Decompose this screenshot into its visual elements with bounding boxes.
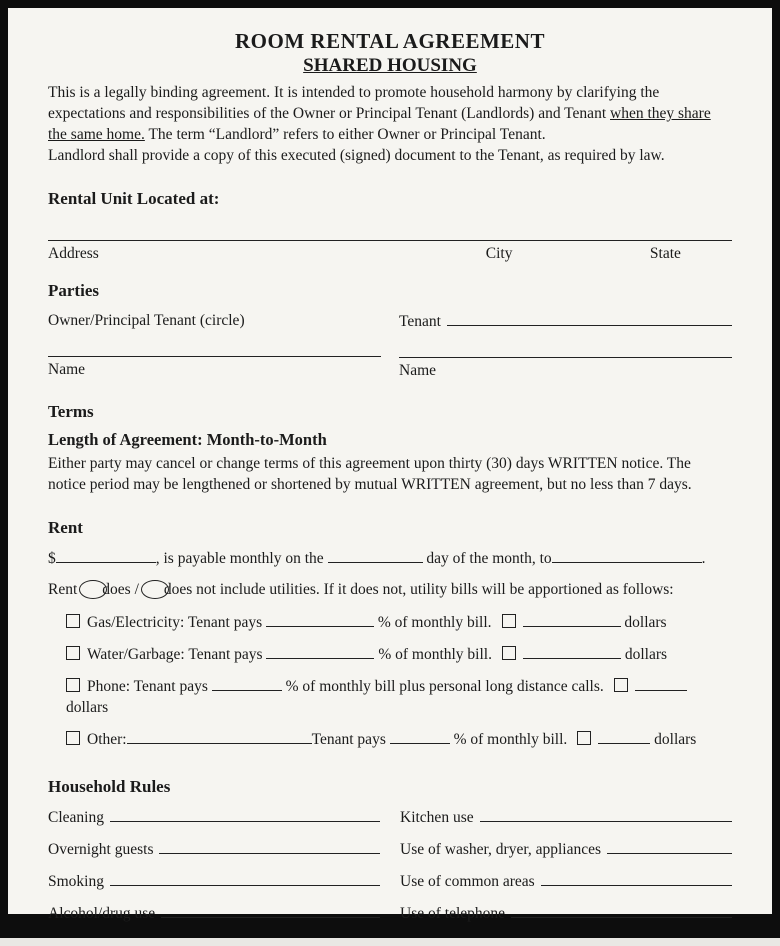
rent-payable-line [48, 548, 732, 570]
parties-section [48, 280, 732, 381]
terms-heading: Terms [48, 402, 94, 421]
rule-row-overnight-guests [48, 838, 380, 860]
rent-amount-fill-line [56, 548, 156, 563]
utility-label: Other: [87, 731, 127, 748]
checkbox-icon [66, 678, 80, 692]
rule-fill-line [511, 902, 732, 918]
checkbox-icon [502, 646, 516, 660]
rent-payable-seg1: , is payable monthly on the [155, 550, 324, 567]
utilities-does-not: does not include utilities. If it does not, utility bills will be apportioned as follows: [163, 581, 674, 598]
utility-dollars-label: dollars [624, 646, 668, 663]
tenant-fill-line [447, 310, 732, 326]
utilities-slash: / [134, 581, 139, 598]
utility-label: Phone: Tenant pays [87, 678, 208, 695]
rental-unit-heading: Rental Unit Located at: [48, 189, 220, 208]
address-labels-row [48, 243, 732, 264]
rule-label: Smoking [48, 873, 104, 890]
utility-pct-text: % of monthly bill plus personal long distance calls. [285, 678, 604, 695]
dollars-fill-line [523, 644, 621, 659]
tenant-column [399, 310, 732, 381]
checkbox-icon [502, 614, 516, 628]
document-title: ROOM RENTAL AGREEMENT [235, 29, 545, 53]
intro-underlined-phrase: when they share the same home. [48, 105, 711, 143]
checkbox-icon [614, 678, 628, 692]
rule-fill-line [480, 806, 732, 822]
intro-tail: The term “Landlord” refers to either Owner or Principal Tenant. [148, 126, 546, 143]
percent-fill-line [390, 729, 450, 744]
rules-right-column [400, 806, 732, 924]
rule-fill-line [607, 838, 732, 854]
household-rules-section [48, 776, 732, 924]
tenant-label: Tenant [399, 313, 441, 330]
rent-payable-seg2: day of the month, to [426, 550, 552, 567]
parties-heading: Parties [48, 281, 99, 300]
address-label: Address [48, 245, 99, 262]
utility-row-other [48, 729, 732, 750]
rule-row-common-areas [400, 870, 732, 892]
household-rules-columns [48, 806, 732, 924]
rule-label: Use of telephone [400, 905, 506, 922]
percent-fill-line [266, 644, 374, 659]
terms-section [48, 401, 732, 495]
rule-fill-line [110, 870, 380, 886]
rule-label: Use of common areas [400, 873, 535, 890]
utility-pct-text: % of monthly bill. [377, 614, 492, 631]
owner-column [48, 310, 381, 381]
address-fill-line [48, 210, 732, 241]
terms-body: Either party may cancel or change terms of this agreement upon thirty (30) days WRITTEN notice. The notice period may be lengthened or shortened by mutual WRITTEN agreement, but no less than 7 days. [48, 455, 692, 493]
percent-fill-line [212, 676, 282, 691]
intro-paragraph [48, 82, 732, 145]
rent-payee-fill-line [552, 548, 702, 563]
rule-row-telephone [400, 902, 732, 924]
utility-dollars-label: dollars [654, 731, 697, 748]
document-subtitle: SHARED HOUSING [303, 55, 477, 76]
intro-lead: This is a legally binding agreement. It is intended to promote household harmony by clarifying the expectations and responsibilities of the Owner or Principal Tenant (Landlords) and Tenant [48, 84, 660, 122]
checkbox-icon [66, 731, 80, 745]
household-rules-heading: Household Rules [48, 777, 171, 796]
checkbox-icon [577, 731, 591, 745]
rule-label: Use of washer, dryer, appliances [400, 841, 602, 858]
owner-label-row [48, 310, 381, 331]
utility-row-water-garbage [48, 644, 732, 665]
dollars-fill-line [635, 676, 687, 691]
tenant-name-fill-line [399, 332, 732, 358]
rule-fill-line [159, 838, 380, 854]
owner-name-fill-line [48, 331, 381, 357]
rule-row-washer-dryer-appliances [400, 838, 732, 860]
utility-label: Gas/Electricity: Tenant pays [87, 614, 263, 631]
utility-row-gas-electricity [48, 612, 732, 633]
dollars-fill-line [523, 612, 621, 627]
rule-fill-line [541, 870, 732, 886]
utility-tenant-pays: Tenant pays [311, 731, 386, 748]
rules-left-column [48, 806, 380, 924]
dollar-sign: $ [48, 550, 56, 567]
rent-heading: Rent [48, 518, 83, 537]
length-of-agreement-heading: Length of Agreement: Month-to-Month [48, 430, 327, 449]
rule-label: Alcohol/drug use [48, 905, 156, 922]
utility-label: Water/Garbage: Tenant pays [87, 646, 263, 663]
utility-pct-text: % of monthly bill. [453, 731, 568, 748]
tenant-name-label: Name [399, 362, 437, 379]
rent-day-fill-line [328, 548, 423, 563]
rule-row-alcohol-drug-use [48, 902, 380, 924]
rule-row-kitchen-use [400, 806, 732, 828]
rule-row-smoking [48, 870, 380, 892]
parties-columns [48, 310, 732, 381]
rent-payable-period: . [701, 550, 706, 567]
copy-note: Landlord shall provide a copy of this executed (signed) document to the Tenant, as required by law. [48, 147, 665, 164]
rule-fill-line [161, 902, 380, 918]
utilities-pre: Rent [48, 581, 78, 598]
other-fill-line [127, 729, 312, 744]
rule-row-cleaning [48, 806, 380, 828]
owner-name-label: Name [48, 361, 86, 378]
owner-label: Owner/Principal Tenant (circle) [48, 312, 245, 329]
utility-pct-text: % of monthly bill. [378, 646, 492, 663]
city-label: City [485, 245, 513, 262]
utility-dollars-label: dollars [66, 699, 109, 716]
checkbox-icon [66, 646, 80, 660]
utility-row-phone [48, 676, 732, 718]
rent-section [48, 517, 732, 750]
rule-fill-line [110, 806, 380, 822]
utilities-line [48, 579, 732, 601]
rule-label: Kitchen use [400, 809, 474, 826]
dollars-fill-line [598, 729, 650, 744]
utility-dollars-label: dollars [624, 614, 667, 631]
rule-label: Cleaning [48, 809, 104, 826]
tenant-label-row [399, 310, 732, 332]
rental-unit-section [48, 188, 732, 264]
rule-label: Overnight guests [48, 841, 154, 858]
utilities-does: does [102, 581, 131, 598]
checkbox-icon [66, 614, 80, 628]
state-label: State [649, 245, 681, 262]
percent-fill-line [266, 612, 374, 627]
